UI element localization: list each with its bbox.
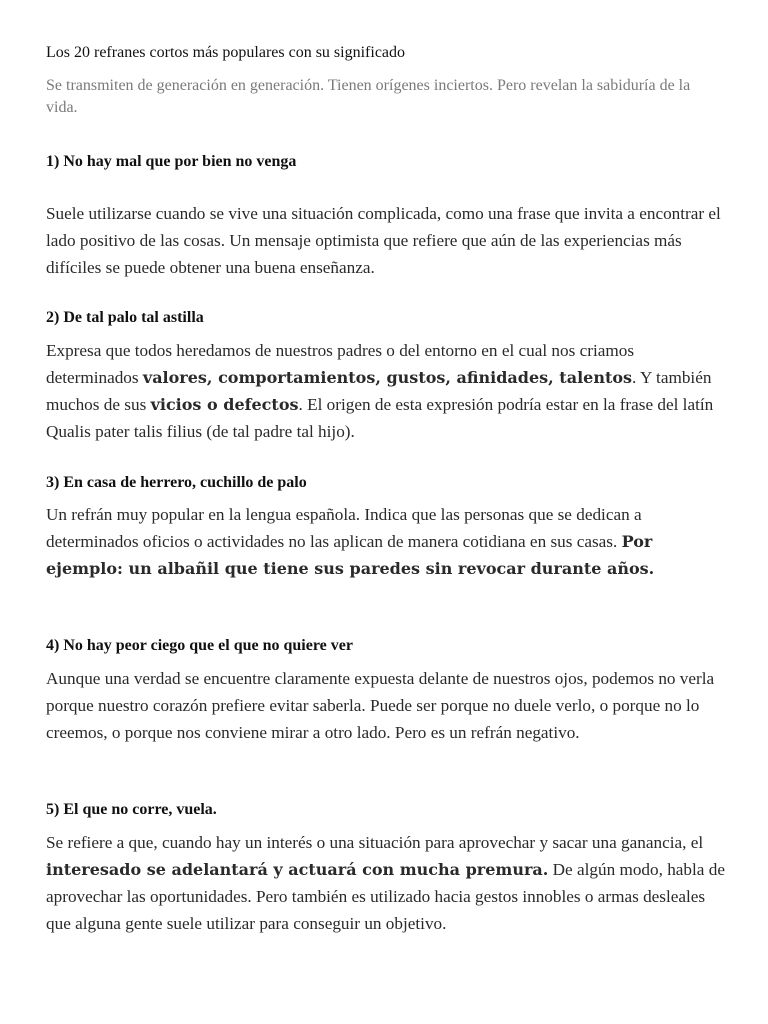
section-heading-4: 4) No hay peor ciego que el que no quiere ver	[46, 637, 353, 654]
article-title: Los 20 refranes cortos más populares con su significado	[46, 44, 406, 61]
section-paragraph-3: Un refrán muy popular en la lengua española. Indica que las personas que se dedican a determinados oficios o actividades no las aplican de manera cotidiana en sus casas. Por ejemplo: un albañil que tiene sus paredes sin revocar durante años.	[46, 505, 655, 578]
emphasis-text: vicios o defectos	[150, 395, 299, 414]
section-paragraph-5: Se refiere a que, cuando hay un interés o una situación para aprovechar y sacar una ganancia, el interesado se adelantará y actuará con mucha premura. De algún modo, habla de aprovechar las oportunidades. Pero también es utilizado hacia gestos innobles o armas desleales que alguna gente suele utilizar para conseguir un objetivo.	[46, 833, 725, 933]
emphasis-text: valores, comportamientos, gustos, afinidades, talentos	[142, 368, 633, 387]
section-heading-1: 1) No hay mal que por bien no venga	[46, 153, 297, 170]
emphasis-text: Por ejemplo: un albañil que tiene sus paredes sin revocar durante años.	[46, 532, 655, 578]
section-heading-5: 5) El que no corre, vuela.	[46, 801, 217, 818]
section-paragraph-1: Suele utilizarse cuando se vive una situación complicada, como una frase que invita a encontrar el lado positivo de las cosas. Un mensaje optimista que refiere que aún de las experiencias más difíciles se puede obtener una buena enseñanza.	[46, 204, 721, 277]
emphasis-text: interesado se adelantará y actuará con mucha premura.	[46, 860, 549, 879]
article-subtitle: Se transmiten de generación en generación. Tienen orígenes inciertos. Pero revelan la sabiduría de la vida.	[46, 77, 691, 116]
section-heading-2: 2) De tal palo tal astilla	[46, 309, 204, 326]
section-paragraph-4: Aunque una verdad se encuentre claramente expuesta delante de nuestros ojos, podemos no verla porque nuestro corazón prefiere evitar saberla. Puede ser porque no duele verlo, o porque no lo creemos, o porque nos conviene mirar a otro lado. Pero es un refrán negativo.	[46, 669, 715, 742]
section-heading-3: 3) En casa de herrero, cuchillo de palo	[46, 474, 307, 491]
section-paragraph-2: Expresa que todos heredamos de nuestros padres o del entorno en el cual nos criamos determinados valores, comportamientos, gustos, afinidades, talentos. Y también muchos de sus vicios o defectos. El origen de esta expresión podría estar en la frase del latín Qualis pater talis filius (de tal padre tal hijo).	[46, 341, 714, 441]
